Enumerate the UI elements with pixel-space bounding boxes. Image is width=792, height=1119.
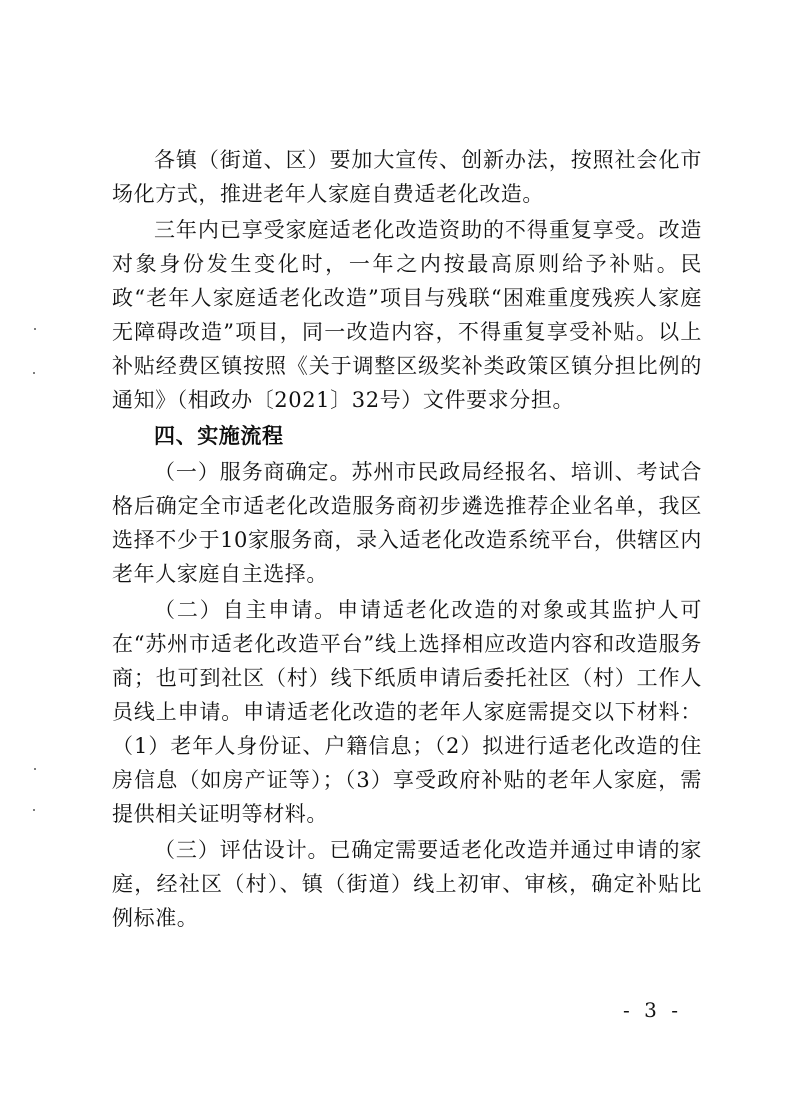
paragraph-self-application: （二）自主申请。申请适老化改造的对象或其监护人可在“苏州市适老化改造平台”线上选择相应改造内容和改造服务商；也可到社区（村）线下纸质申请后委托社区（村）工作人员线上申请。申请适老化改造的老年人家庭需提交以下材料：（1）老年人身份证、户籍信息；（2）拟进行适老化改造的住房信息（如房产证等）；（3）享受政府补贴的老年人家庭，需提供相关证明等材料。	[112, 598, 702, 826]
page-number: - 3 -	[623, 998, 682, 1022]
paragraph-assessment-design: （三）评估设计。已确定需要适老化改造并通过申请的家庭，经社区（村）、镇（街道）线上初审、审核，确定补贴比例标准。	[112, 838, 702, 930]
paragraph-service-provider: （一）服务商确定。苏州市民政局经报名、培训、考试合格后确定全市适老化改造服务商初步遴选推荐企业名单，我区选择不少于10家服务商，录入适老化改造系统平台，供辖区内老年人家庭自主选择。	[112, 460, 702, 586]
scan-speck	[33, 809, 35, 811]
scan-speck	[34, 328, 36, 330]
paragraph-self-funded-renovation: 各镇（街道、区）要加大宣传、创新办法，按照社会化市场化方式，推进老年人家庭自费适老化改造。	[112, 148, 702, 206]
scan-speck	[34, 768, 36, 770]
section-heading-implementation: 四、实施流程	[154, 424, 284, 448]
body-text	[112, 143, 702, 935]
paragraph-no-duplicate-subsidy: 三年内已享受家庭适老化改造资助的不得重复享受。改造对象身份发生变化时，一年之内按最高原则给予补贴。民政“老年人家庭适老化改造”项目与残联“困难重度残疾人家庭无障碍改造”项目，同一改造内容，不得重复享受补贴。以上补贴经费区镇按照《关于调整区级奖补类政策区镇分担比例的通知》（相政办〔2021〕32号）文件要求分担。	[112, 218, 702, 412]
scan-speck	[33, 372, 35, 374]
